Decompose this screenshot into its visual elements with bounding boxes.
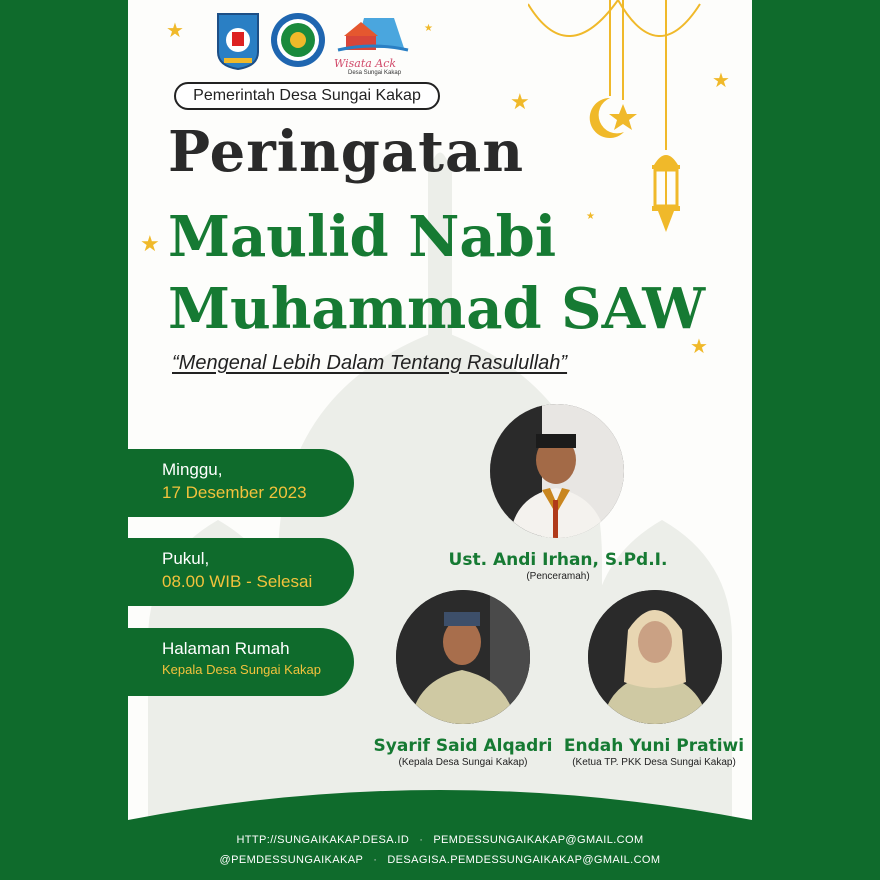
place-label: Halaman Rumah: [162, 639, 290, 658]
speaker-1-name: Ust. Andi Irhan, S.Pd.I.: [448, 550, 668, 570]
tourism-logo-subtext: Desa Sungai Kakap: [348, 70, 402, 76]
day-label: Minggu,: [162, 460, 223, 479]
footer-website[interactable]: HTTP://SUNGAIKAKAP.DESA.ID: [236, 834, 410, 846]
place-pill: [128, 628, 354, 696]
footer-separator: ·: [419, 834, 424, 846]
government-label: Pemerintah Desa Sungai Kakap: [174, 82, 440, 110]
time-pill: [128, 538, 354, 606]
regency-logo-icon: [216, 12, 260, 70]
star-icon: ★: [510, 90, 530, 115]
time-label: Pukul,: [162, 549, 210, 568]
star-icon: ★: [140, 232, 160, 257]
speaker-1-photo: [490, 404, 624, 538]
event-time: 08.00 WIB - Selesai: [162, 572, 313, 591]
speaker-1-portrait: [490, 404, 624, 538]
speaker-3-role: (Ketua TP. PKK Desa Sungai Kakap): [572, 757, 736, 768]
tourism-logo-icon: [334, 14, 412, 54]
star-icon: ★: [166, 18, 184, 42]
footer-email-2[interactable]: DESAGISA.PEMDESSUNGAIKAKAP@GMAIL.COM: [387, 854, 661, 866]
tagline: “Mengenal Lebih Dalam Tentang Rasulullah”: [172, 352, 568, 374]
speaker-2-portrait: [396, 590, 530, 724]
star-icon: ★: [712, 68, 730, 92]
event-date: 17 Desember 2023: [162, 483, 307, 502]
footer-line-2: [0, 854, 880, 866]
title-line-3: Muhammad SAW: [168, 276, 706, 342]
footer-separator: ·: [373, 854, 378, 866]
speaker-2-photo: [396, 590, 530, 724]
ministry-logo-icon: [270, 12, 326, 68]
place-detail: Kepala Desa Sungai Kakap: [162, 662, 322, 677]
footer: [0, 822, 880, 880]
speaker-1-role: (Penceramah): [526, 571, 590, 582]
footer-line-1: [0, 834, 880, 846]
footer-email[interactable]: PEMDESSUNGAIKAKAP@GMAIL.COM: [433, 834, 644, 846]
speaker-2-name: Syarif Said Alqadri: [373, 736, 553, 756]
date-pill: [128, 449, 354, 517]
star-icon: ★: [690, 334, 708, 358]
speaker-3-name: Endah Yuni Pratiwi: [563, 736, 745, 756]
poster: [128, 0, 752, 880]
footer-social[interactable]: @PEMDESSUNGAIKAKAP: [219, 854, 364, 866]
star-icon: ★: [586, 211, 595, 222]
hanging-decoration: [528, 0, 718, 240]
speaker-2-role: (Kepala Desa Sungai Kakap): [398, 757, 528, 768]
speaker-3-portrait: [588, 590, 722, 724]
star-icon: ★: [424, 23, 433, 34]
title-line-1: Peringatan: [168, 119, 525, 185]
speaker-3-photo: [588, 590, 722, 724]
tourism-logo-text: Wisata Ack: [334, 57, 397, 70]
tourism-logo: [334, 14, 412, 76]
title-line-2: Maulid Nabi: [168, 204, 557, 270]
